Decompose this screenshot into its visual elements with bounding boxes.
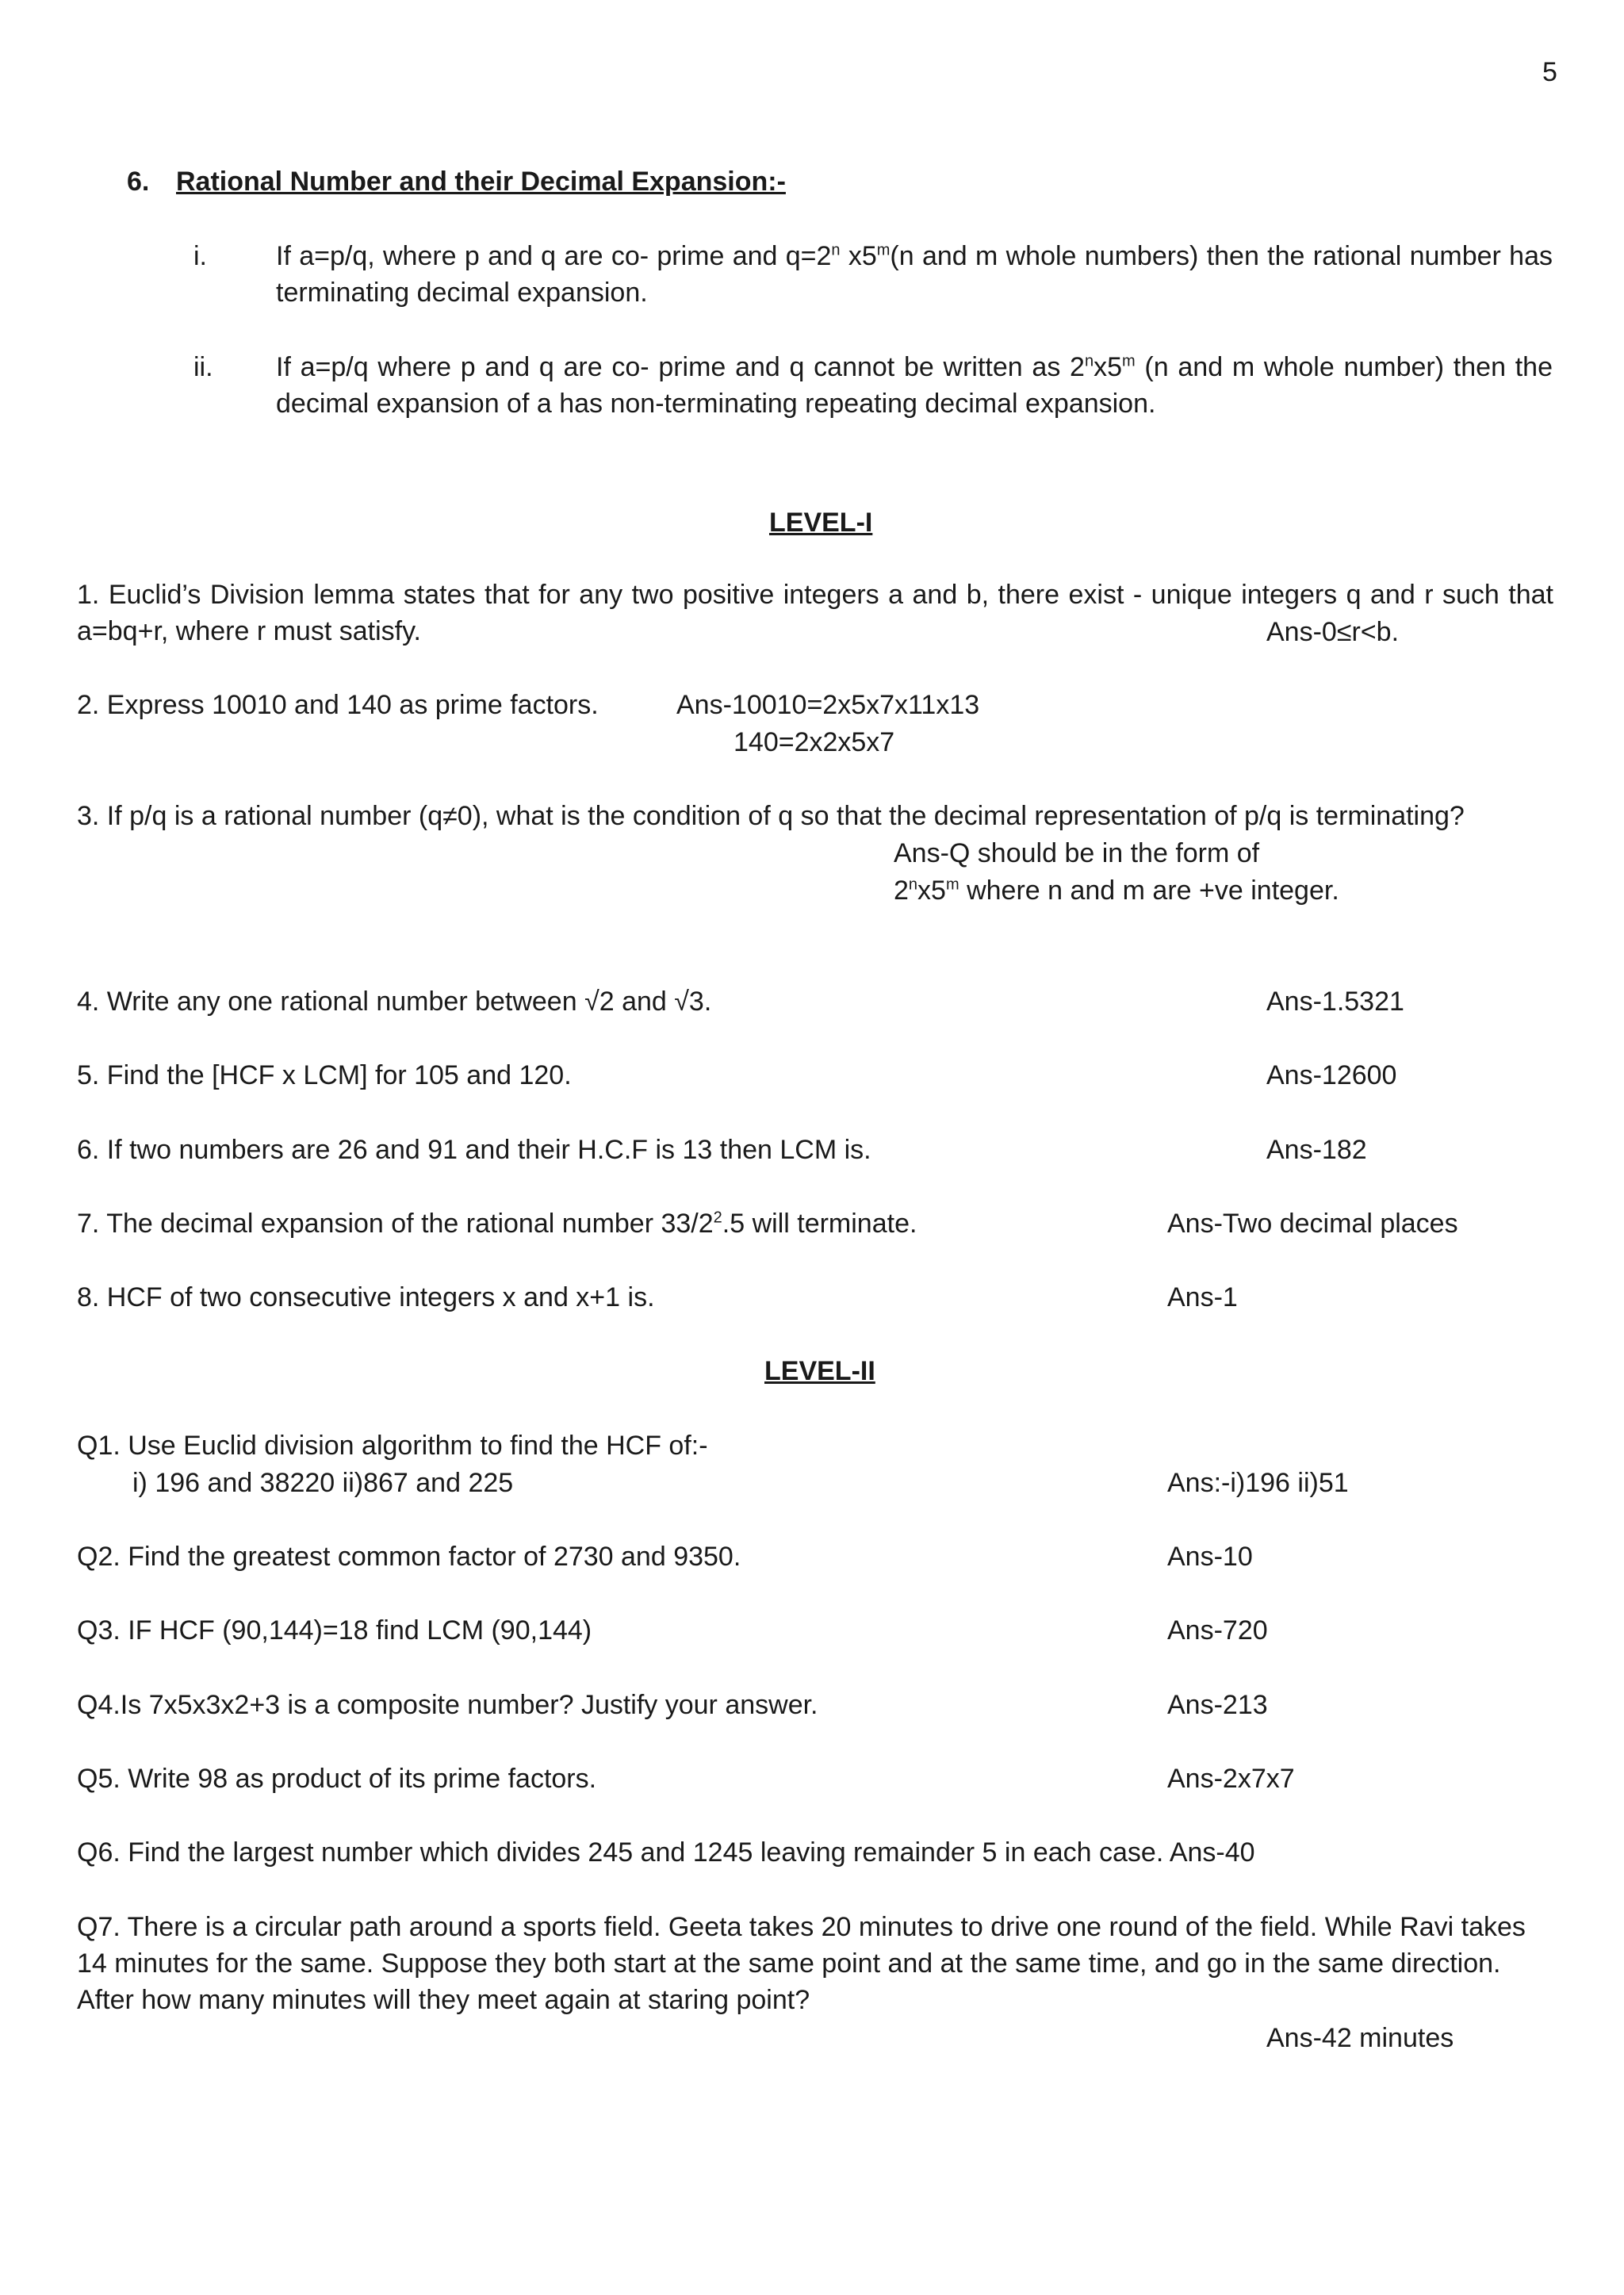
level-1-q3-answer-2-b: x5 — [917, 875, 946, 906]
level-2-q3-text: Q3. IF HCF (90,144)=18 find LCM (90,144) — [77, 1615, 592, 1646]
item-text-ii-b: x5 — [1094, 352, 1123, 382]
level-2-q7-answer: Ans-42 minutes — [1266, 2023, 1454, 2053]
level-1-q7-text-a: 7. The decimal expansion of the rational number 33/2 — [77, 1209, 714, 1239]
level-1-q7-text — [77, 1205, 917, 1242]
level-1-q8-answer: Ans-1 — [1167, 1282, 1238, 1312]
section-title: Rational Number and their Decimal Expansion:- — [176, 167, 786, 197]
level-1-q3-answer-2-a: 2 — [894, 875, 909, 906]
level-2-q4-answer: Ans-213 — [1167, 1690, 1268, 1720]
item-text-ii — [276, 349, 1553, 422]
item-numeral-i: i. — [193, 241, 207, 271]
item-text-i-sup-m: m — [876, 241, 891, 259]
item-text-i-b: x5 — [840, 241, 877, 271]
level-2-q1-text-2: i) 196 and 38220 ii)867 and 225 — [132, 1468, 514, 1498]
level-2-heading: LEVEL-II — [764, 1356, 875, 1386]
item-text-i-c: (n and m whole numbers) then the rational number has terminating decimal expansion. — [276, 241, 1553, 308]
level-1-q2-answer-1: Ans-10010=2x5x7x11x13 — [676, 690, 980, 720]
item-text-ii-a: If a=p/q where p and q are co- prime and q cannot be written as 2 — [276, 352, 1085, 382]
item-text-ii-sup-n: n — [1084, 352, 1094, 370]
level-2-q1-text-1: Q1. Use Euclid division algorithm to find the HCF of:- — [77, 1431, 708, 1461]
level-1-q3-answer-2-c: where n and m are +ve integer. — [959, 875, 1339, 906]
level-1-q3-text: 3. If p/q is a rational number (q≠0), what is the condition of q so that the decimal representation of p/q is terminating? — [77, 801, 1465, 831]
level-2-q4-text: Q4.Is 7x5x3x2+3 is a composite number? Justify your answer. — [77, 1690, 818, 1720]
level-1-q6-text: 6. If two numbers are 26 and 91 and their H.C.F is 13 then LCM is. — [77, 1135, 871, 1165]
level-2-q3-answer: Ans-720 — [1167, 1615, 1268, 1646]
level-1-q3-answer-2 — [894, 872, 1339, 909]
level-1-q3-answer-1: Ans-Q should be in the form of — [894, 838, 1260, 868]
level-2-q1-answer: Ans:-i)196 ii)51 — [1167, 1468, 1349, 1498]
level-2-q5-answer: Ans-2x7x7 — [1167, 1764, 1295, 1794]
level-2-q6-text: Q6. Find the largest number which divides 245 and 1245 leaving remainder 5 in each case. Ans-40 — [77, 1837, 1255, 1868]
level-1-q3-answer-2-sup-n: n — [908, 875, 918, 894]
level-1-q4-text: 4. Write any one rational number between √2 and √3. — [77, 987, 712, 1017]
level-1-heading: LEVEL-I — [769, 508, 873, 538]
level-2-q2-answer: Ans-10 — [1167, 1542, 1253, 1572]
level-2-q5-text: Q5. Write 98 as product of its prime factors. — [77, 1764, 597, 1794]
level-1-q6-answer: Ans-182 — [1266, 1135, 1367, 1165]
level-1-q2-text: 2. Express 10010 and 140 as prime factors. — [77, 690, 599, 720]
section-number: 6. — [127, 167, 150, 197]
level-1-q5-answer: Ans-12600 — [1266, 1060, 1397, 1090]
item-text-i-a: If a=p/q, where p and q are co- prime and q=2 — [276, 241, 832, 271]
page-number: 5 — [1542, 57, 1557, 87]
level-2-q2-text: Q2. Find the greatest common factor of 2730 and 9350. — [77, 1542, 741, 1572]
level-1-q1-answer: Ans-0≤r<b. — [1266, 617, 1400, 647]
level-1-q2-answer-2: 140=2x2x5x7 — [733, 727, 895, 757]
level-1-q1-text: 1. Euclid’s Division lemma states that for any two positive integers a and b, there exist - unique integers q and r such that a=bq+r, where r must satisfy. — [77, 580, 1553, 646]
level-2-q7-text: Q7. There is a circular path around a sports field. Geeta takes 20 minutes to drive one round of the field. While Ravi takes 14 minutes for the same. Suppose they both start at the same point and at the same time, and go in the same direction. After how many minutes will they meet again at staring point? — [77, 1912, 1526, 2015]
level-1-q4-answer: Ans-1.5321 — [1266, 987, 1404, 1017]
level-1-q7-text-b: .5 will terminate. — [722, 1209, 917, 1239]
item-text-ii-c: (n and m whole number) then the decimal expansion of a has non-terminating repeating decimal expansion. — [276, 352, 1553, 419]
item-text-ii-sup-m: m — [1122, 352, 1136, 370]
level-1-q7-sup: 2 — [713, 1209, 722, 1227]
item-numeral-ii: ii. — [193, 352, 213, 382]
item-text-i-sup-n: n — [831, 241, 841, 259]
level-1-q5-text: 5. Find the [HCF x LCM] for 105 and 120. — [77, 1060, 572, 1090]
item-text-i — [276, 238, 1553, 311]
level-1-q3-answer-2-sup-m: m — [945, 875, 959, 894]
level-1-q8-text: 8. HCF of two consecutive integers x and x+1 is. — [77, 1282, 655, 1312]
level-1-q7-answer: Ans-Two decimal places — [1167, 1209, 1458, 1239]
